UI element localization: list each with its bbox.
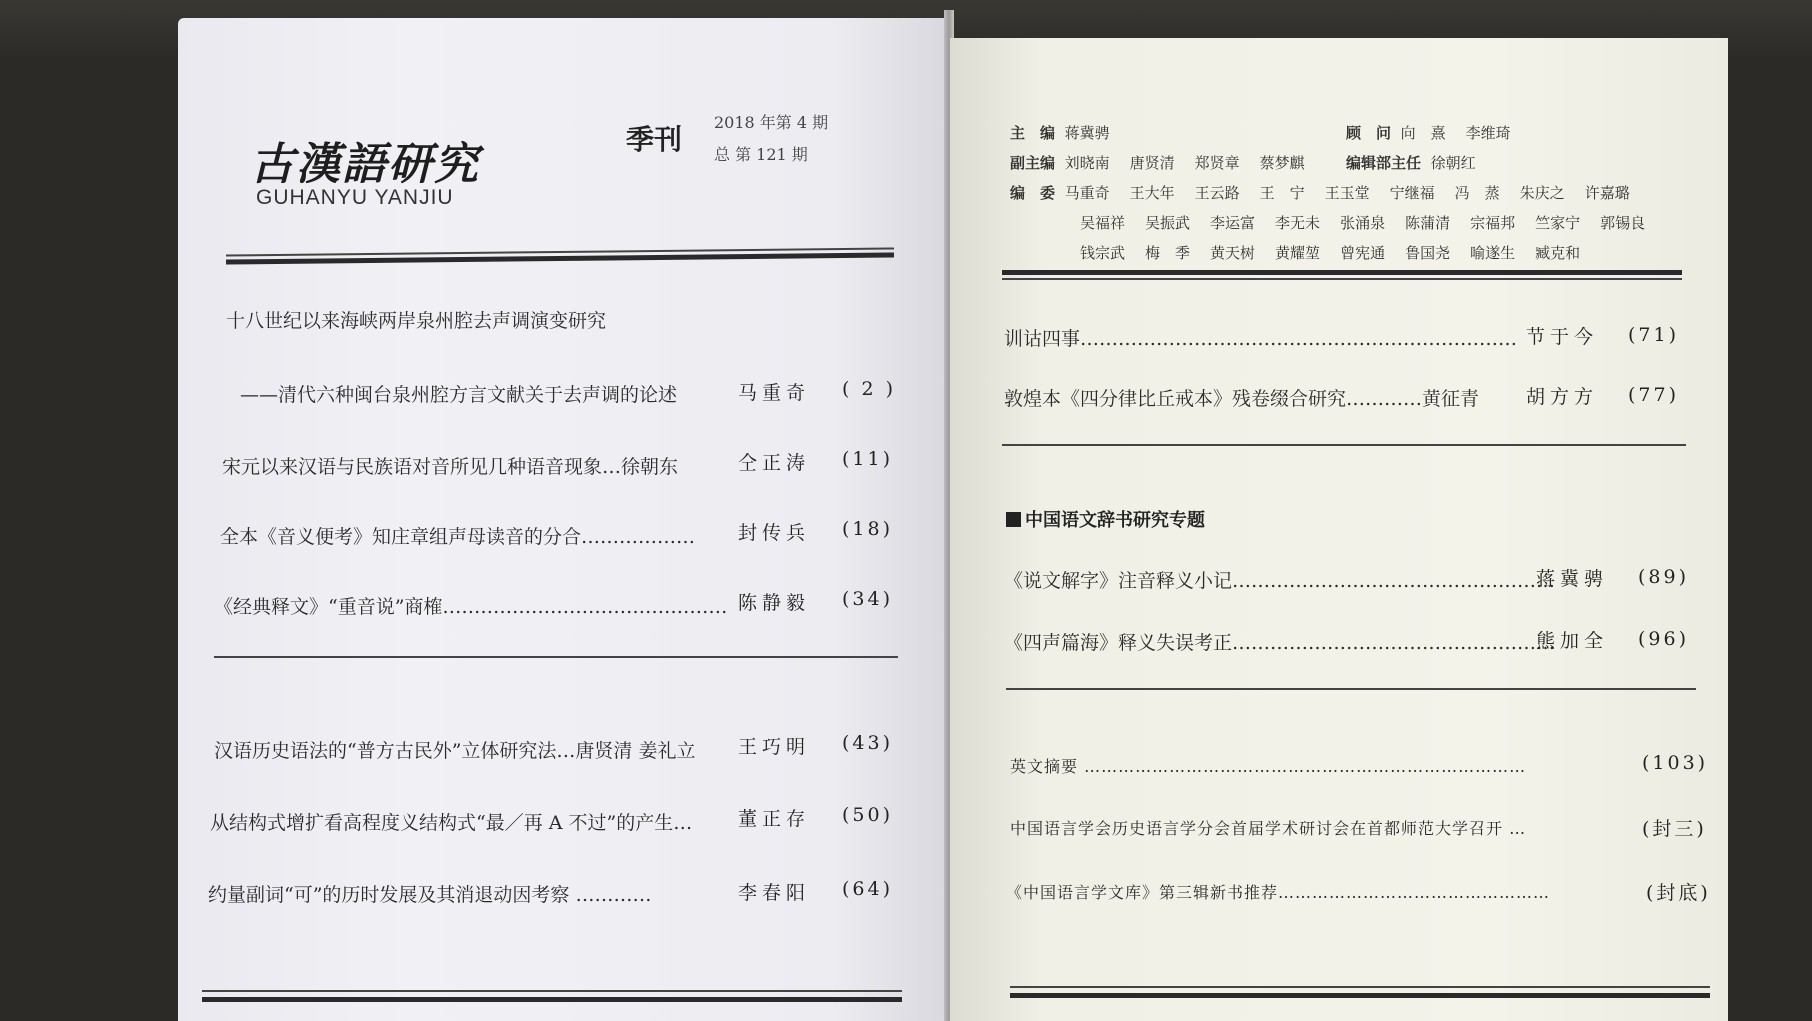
committee-name: 李运富 [1210, 214, 1256, 232]
advisor-name: 李维琦 [1465, 124, 1511, 142]
committee-name: 喻遂生 [1470, 244, 1516, 262]
toc-page: (103) [1642, 752, 1709, 774]
toc-title: ——清代六种闽台泉州腔方言文献关于去声调的论述 [240, 384, 678, 406]
committee-name: 宗福邦 [1470, 214, 1516, 232]
committee-name: 王玉堂 [1324, 184, 1370, 202]
committee-name: 陈蒲清 [1405, 214, 1451, 232]
committee-name: 马重奇 [1064, 184, 1110, 202]
committee-name: 黄耀堃 [1275, 244, 1321, 262]
staff-rule-thin [1002, 278, 1682, 280]
toc-title: 约量副词“可”的历时发展及其消退动因考察 ………… [208, 884, 652, 906]
advisor-name: 向 熹 [1400, 124, 1446, 142]
toc-page: (89) [1638, 566, 1690, 588]
journal-logo-cn: 古漢語研究 [250, 139, 480, 190]
committee-name: 鲁国尧 [1405, 244, 1451, 262]
toc-author: 董正存 [738, 808, 811, 830]
footer-rule-thin [1010, 986, 1710, 988]
deputy-name: 蔡梦麒 [1259, 154, 1305, 172]
committee-name: 许嘉璐 [1584, 184, 1630, 202]
toc-page: (96) [1638, 628, 1690, 650]
toc-author: 熊加全 [1536, 630, 1609, 652]
committee-name: 钱宗武 [1080, 244, 1126, 262]
footer-rule-thin [202, 990, 902, 992]
committee-name: 臧克和 [1535, 244, 1581, 262]
chief-label: 主 编 [1010, 124, 1056, 142]
toc-page: (34) [842, 588, 894, 610]
committee-name: 黄天树 [1210, 244, 1256, 262]
section-heading [1006, 506, 1205, 532]
toc-title: 敦煌本《四分律比丘戒本》残卷缀合研究…………黄征青 [1004, 388, 1480, 410]
staff-chief [1010, 122, 1110, 143]
deputy-name: 郑贤章 [1194, 154, 1240, 172]
toc-author: 蒋冀骋 [1536, 568, 1609, 590]
deputy-name: 唐贤清 [1129, 154, 1175, 172]
square-bullet-icon [1006, 512, 1021, 527]
committee-name: 张涌泉 [1340, 214, 1386, 232]
toc-author: 陈静毅 [738, 592, 811, 614]
committee-name: 梅 季 [1145, 244, 1191, 262]
staff-rule [1002, 270, 1682, 275]
section-divider [1002, 444, 1686, 446]
toc-author: 胡方方 [1526, 386, 1599, 408]
left-page [178, 18, 948, 1021]
toc-title: 十八世纪以来海峡两岸泉州腔去声调演变研究 [226, 310, 607, 332]
staff-committee-row [1080, 212, 1665, 233]
deputy-label: 副主编 [1010, 154, 1056, 172]
issue-year: 2018 年第 4 期 [714, 113, 829, 132]
toc-page: (71) [1628, 324, 1680, 346]
committee-name: 宁继福 [1389, 184, 1435, 202]
committee-name: 朱庆之 [1519, 184, 1565, 202]
toc-page: (43) [842, 732, 894, 754]
toc-page: (封三) [1642, 818, 1707, 840]
journal-logo-en: GUHANYU YANJIU [256, 186, 454, 209]
staff-advisors [1346, 122, 1531, 143]
deputy-name: 刘晓南 [1064, 154, 1110, 172]
staff-committee-row [1010, 182, 1650, 203]
footer-rule [202, 997, 902, 1002]
advisor-label: 顾 问 [1346, 124, 1392, 142]
committee-name: 吴振武 [1145, 214, 1191, 232]
toc-page: (77) [1628, 384, 1680, 406]
committee-name: 李无未 [1275, 214, 1321, 232]
office-label: 编辑部主任 [1346, 154, 1422, 172]
committee-name: 郭锡良 [1600, 214, 1646, 232]
staff-deputies [1010, 152, 1325, 173]
toc-author: 节于今 [1526, 326, 1599, 348]
footer-rule [1010, 993, 1710, 998]
toc-page: (11) [842, 448, 894, 470]
toc-title: 英文摘要 …………………………………………………………………… [1010, 757, 1527, 776]
toc-title: 中国语言学会历史语言学分会首届学术研讨会在首都师范大学召开 … [1010, 819, 1527, 838]
toc-author: 王巧明 [738, 736, 811, 758]
section-divider [214, 656, 898, 658]
section-divider [1006, 688, 1696, 690]
toc-title: 《四声篇海》释义失误考正…………………………………………… [1004, 632, 1556, 654]
toc-title: 从结构式增扩看高程度义结构式“最／再 A 不过”的产生… [210, 812, 693, 834]
toc-title: 全本《音义便考》知庄章组声母读音的分合……………… [220, 526, 696, 548]
toc-title: 训诂四事…………………………………………………………… [1004, 328, 1518, 350]
staff-committee-row [1080, 242, 1600, 263]
toc-page: ( 2 ) [842, 378, 896, 400]
toc-title: 《经典释文》“重音说”商榷……………………………………… [214, 596, 728, 618]
right-page [950, 38, 1728, 1021]
frequency-label: 季刊 [626, 123, 683, 156]
staff-office [1346, 152, 1476, 173]
office-head-name: 徐朝红 [1430, 154, 1476, 172]
toc-page: (18) [842, 518, 894, 540]
toc-author: 李春阳 [738, 882, 811, 904]
committee-name: 冯 蒸 [1454, 184, 1500, 202]
committee-name: 竺家宁 [1535, 214, 1581, 232]
committee-name: 王 宁 [1259, 184, 1305, 202]
toc-author: 封传兵 [738, 522, 811, 544]
committee-name: 王大年 [1129, 184, 1175, 202]
issue-total: 总 第 121 期 [714, 145, 808, 164]
chief-name: 蒋冀骋 [1064, 124, 1110, 142]
toc-author: 仝正涛 [738, 452, 811, 474]
toc-page: (50) [842, 804, 894, 826]
section-heading-text: 中国语文辞书研究专题 [1025, 510, 1205, 531]
toc-title: 《中国语言学文库》第三辑新书推荐………………………………………… [1006, 883, 1551, 902]
toc-page: (封底) [1646, 882, 1711, 904]
toc-title: 《说文解字》注音释义小记…………………………………………… [1004, 570, 1556, 592]
toc-title: 汉语历史语法的“普方古民外”立体研究法…唐贤清 姜礼立 [214, 740, 696, 762]
committee-name: 王云路 [1194, 184, 1240, 202]
toc-title: 宋元以来汉语与民族语对音所见几种语音现象…徐朝东 [222, 456, 679, 478]
committee-label: 编 委 [1010, 184, 1056, 202]
toc-page: (64) [842, 878, 894, 900]
toc-author: 马重奇 [738, 382, 811, 404]
committee-name: 曾宪通 [1340, 244, 1386, 262]
committee-name: 吴福祥 [1080, 214, 1126, 232]
